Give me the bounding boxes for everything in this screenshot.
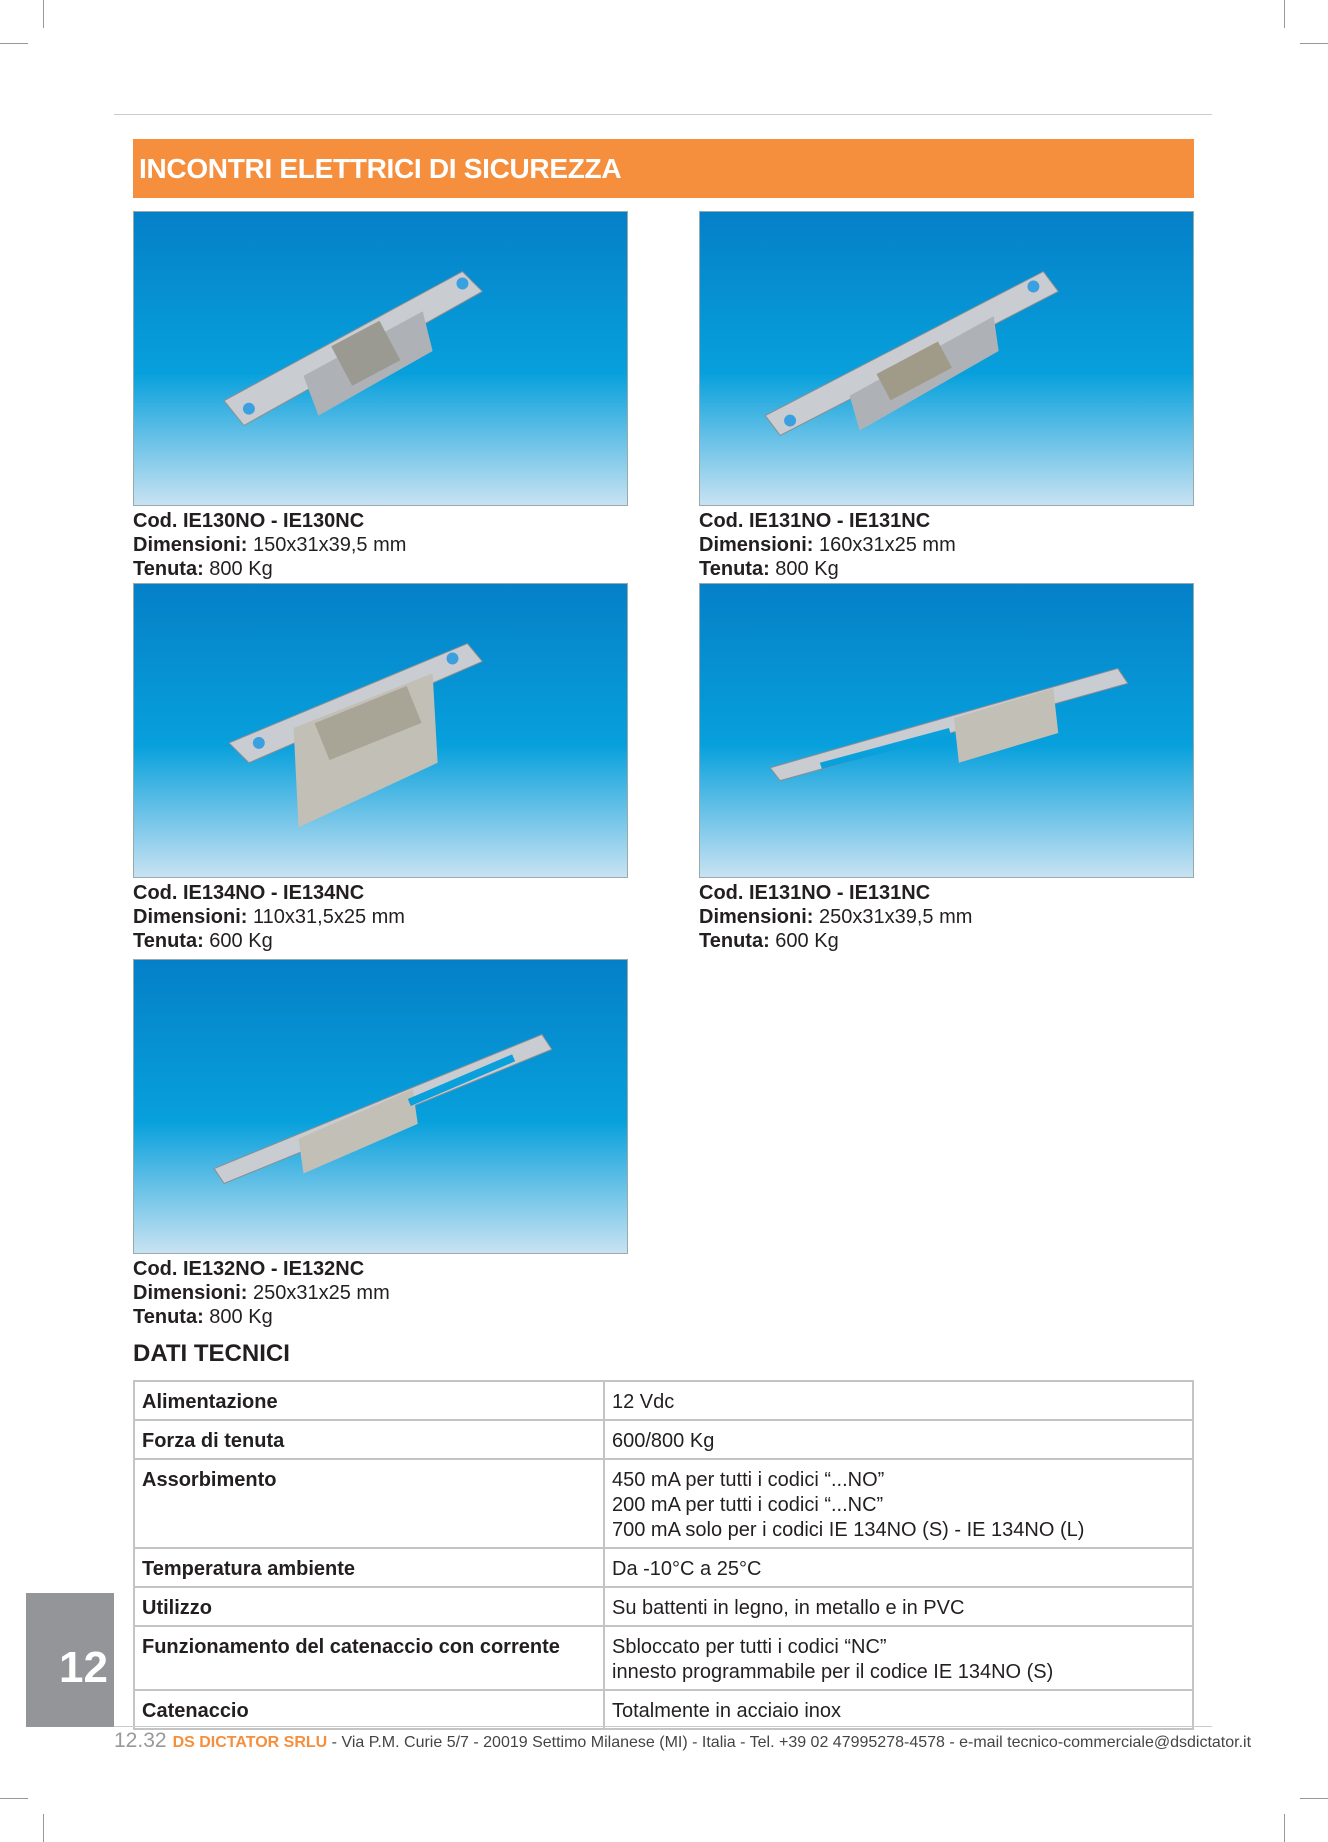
spec-label: Forza di tenuta (134, 1420, 604, 1459)
crop-mark (0, 43, 28, 44)
electric-strike-image (700, 584, 1193, 877)
electric-strike-image (134, 584, 627, 877)
crop-mark (1284, 1814, 1285, 1842)
product-holding-force: Tenuta: 800 Kg (133, 558, 273, 580)
specs-title: DATI TECNICI (133, 1340, 290, 1367)
spec-row (134, 1420, 1193, 1459)
spec-label: Assorbimento (134, 1459, 604, 1548)
crop-mark (0, 1798, 28, 1799)
page-number: 12.32 (114, 1729, 167, 1752)
chapter-tab: 12 (26, 1593, 114, 1727)
spec-values (604, 1587, 1193, 1626)
top-rule (114, 114, 1212, 115)
spec-values (604, 1459, 1193, 1548)
product-caption (699, 881, 972, 953)
product-code: Cod. IE132NO - IE132NC (133, 1258, 365, 1280)
spec-value: 12 Vdc (612, 1391, 675, 1413)
electric-strike-image (134, 212, 627, 505)
crop-mark (1300, 1798, 1328, 1799)
product-dimensions: Dimensioni: 250x31x25 mm (133, 1282, 390, 1304)
product-caption (699, 509, 956, 581)
product-caption (133, 881, 405, 953)
product-photo (699, 211, 1194, 506)
spec-row (134, 1548, 1193, 1587)
spec-label: Funzionamento del catenaccio con corrente (134, 1626, 604, 1690)
product-code: Cod. IE130NO - IE130NC (133, 510, 365, 532)
specs-table (133, 1380, 1194, 1730)
spec-value: Da -10°C a 25°C (612, 1558, 762, 1580)
section-title: INCONTRI ELETTRICI DI SICUREZZA (133, 139, 1194, 198)
spec-values (604, 1690, 1193, 1729)
spec-row (134, 1587, 1193, 1626)
footer (114, 1729, 1251, 1753)
product-dimensions: Dimensioni: 160x31x25 mm (699, 534, 956, 556)
product-photo (133, 583, 628, 878)
spec-value: Su battenti in legno, in metallo e in PVC (612, 1597, 965, 1619)
spec-row (134, 1690, 1193, 1729)
product-code: Cod. IE131NO - IE131NC (699, 882, 931, 904)
spec-values (604, 1381, 1193, 1420)
electric-strike-image (134, 960, 627, 1253)
spec-values (604, 1420, 1193, 1459)
spec-value: Totalmente in acciaio inox (612, 1700, 842, 1722)
product-dimensions: Dimensioni: 250x31x39,5 mm (699, 906, 973, 928)
spec-value: 600/800 Kg (612, 1430, 715, 1452)
spec-value: 700 mA solo per i codici IE 134NO (S) - IE 134NO (L) (612, 1519, 1085, 1541)
crop-mark (1300, 43, 1328, 44)
product-code: Cod. IE131NO - IE131NC (699, 510, 931, 532)
electric-strike-image (700, 212, 1193, 505)
spec-row (134, 1459, 1193, 1548)
product-caption (133, 1257, 390, 1329)
product-holding-force: Tenuta: 600 Kg (133, 930, 273, 952)
company-address: - Via P.M. Curie 5/7 - 20019 Settimo Milanese (MI) - Italia - Tel. +39 02 47995278-4578 - e-mail tecnico-commerciale@dsdictator.it (327, 1734, 1252, 1751)
spec-values (604, 1626, 1193, 1690)
crop-mark (43, 0, 44, 28)
spec-value: 450 mA per tutti i codici “...NO” (612, 1469, 885, 1491)
spec-value: 200 mA per tutti i codici “...NC” (612, 1494, 884, 1516)
spec-values (604, 1548, 1193, 1587)
product-holding-force: Tenuta: 800 Kg (699, 558, 839, 580)
spec-row (134, 1381, 1193, 1420)
product-photo (133, 959, 628, 1254)
spec-label: Temperatura ambiente (134, 1548, 604, 1587)
crop-mark (43, 1814, 44, 1842)
product-code: Cod. IE134NO - IE134NC (133, 882, 365, 904)
product-holding-force: Tenuta: 800 Kg (133, 1306, 273, 1328)
spec-label: Alimentazione (134, 1381, 604, 1420)
product-photo (699, 583, 1194, 878)
product-dimensions: Dimensioni: 110x31,5x25 mm (133, 906, 405, 928)
bottom-rule (114, 1726, 1212, 1727)
product-photo (133, 211, 628, 506)
product-caption (133, 509, 406, 581)
spec-row (134, 1626, 1193, 1690)
spec-label: Utilizzo (134, 1587, 604, 1626)
company-name: DS DICTATOR SRLU (172, 1734, 328, 1751)
spec-label: Catenaccio (134, 1690, 604, 1729)
product-dimensions: Dimensioni: 150x31x39,5 mm (133, 534, 407, 556)
product-holding-force: Tenuta: 600 Kg (699, 930, 839, 952)
spec-value: Sbloccato per tutti i codici “NC” (612, 1636, 887, 1658)
spec-value: innesto programmabile per il codice IE 134NO (S) (612, 1661, 1054, 1683)
crop-mark (1284, 0, 1285, 28)
